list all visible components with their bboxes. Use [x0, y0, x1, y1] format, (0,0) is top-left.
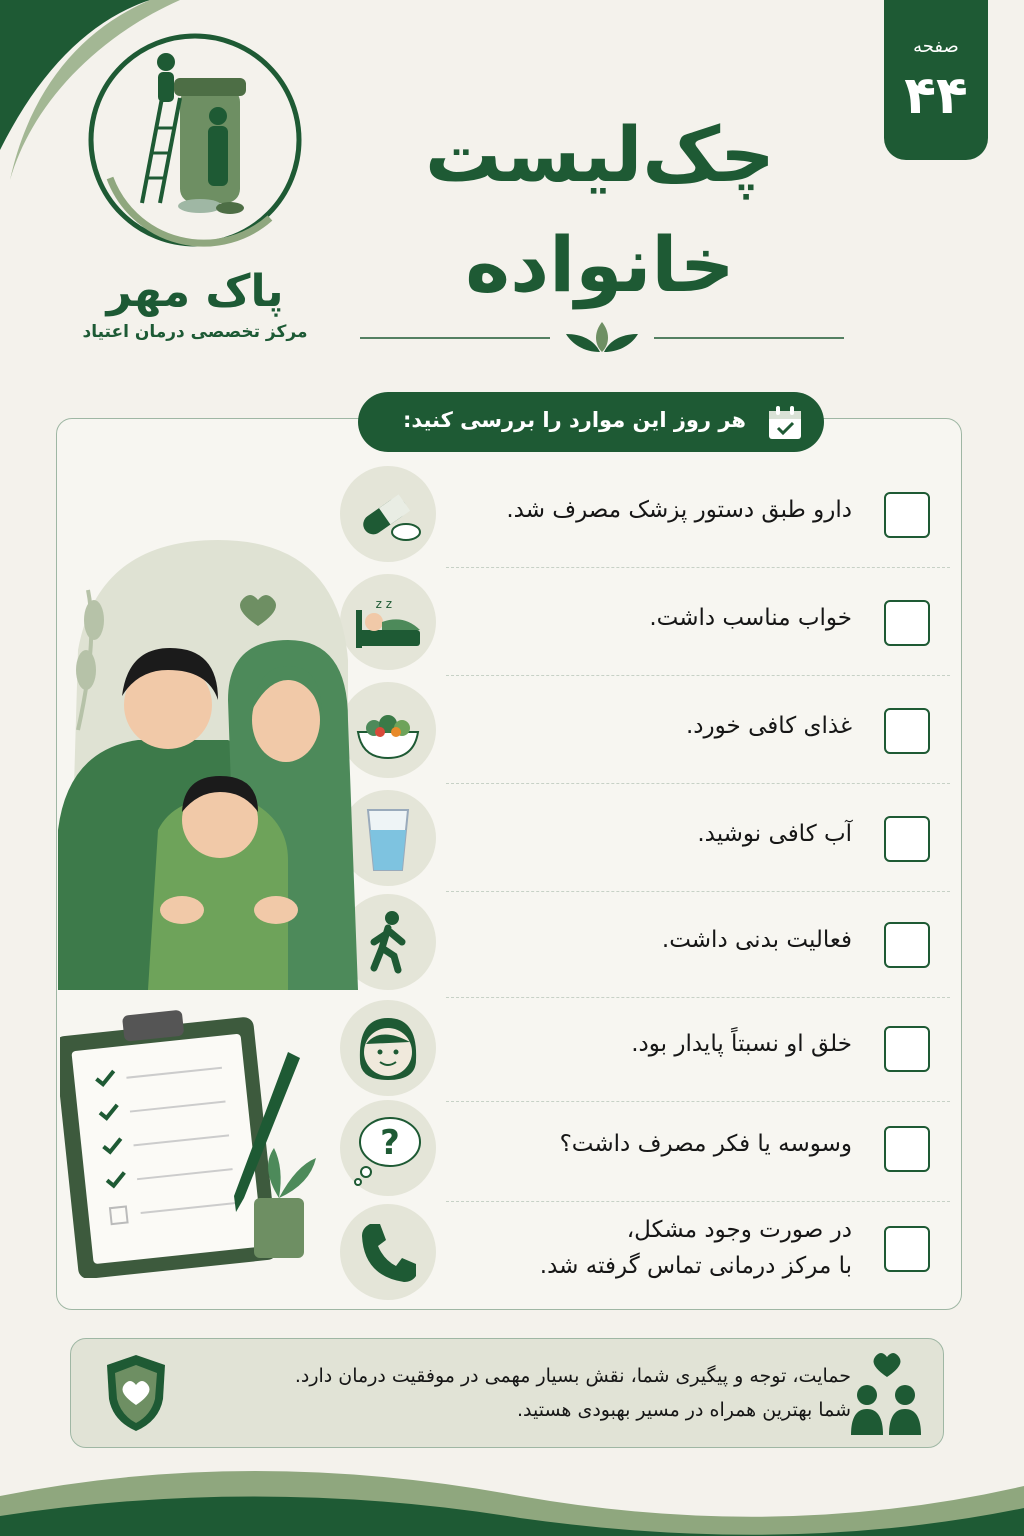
row-divider: [446, 675, 950, 676]
item-text: آب کافی نوشید.: [697, 821, 852, 847]
logo-emblem-icon: [70, 28, 320, 258]
item-text: دارو طبق دستور پزشک مصرف شد.: [506, 497, 852, 523]
phone-icon: [340, 1204, 436, 1300]
brand-subtitle: مرکز تخصصی درمان اعتیاد: [82, 322, 308, 342]
svg-text:?: ?: [380, 1123, 400, 1163]
leaf-divider-icon: [360, 318, 844, 358]
checkbox-water[interactable]: [884, 816, 930, 862]
item-text: غذای کافی خورد.: [686, 713, 852, 739]
checklist-item: [446, 1200, 950, 1304]
checklist-header: [358, 392, 824, 452]
checklist-item: [446, 996, 950, 1102]
item-text: وسوسه یا فکر مصرف داشت؟: [559, 1131, 852, 1157]
item-text: فعالیت بدنی داشت.: [661, 927, 852, 953]
checklist-item: [446, 678, 950, 784]
checkbox-sleep[interactable]: [884, 600, 930, 646]
question-thought-icon: [340, 1100, 436, 1196]
page-number: ۴۴: [904, 66, 968, 126]
family-illustration: [58, 530, 358, 990]
title-line-1: چک‌لیست: [425, 110, 775, 199]
item-text: خواب مناسب داشت.: [649, 605, 852, 631]
checklist-item: [446, 786, 950, 892]
page-label: صفحه: [913, 36, 959, 57]
row-divider: [446, 567, 950, 568]
page-title: [360, 100, 840, 320]
row-divider: [446, 783, 950, 784]
checkbox-contact-center[interactable]: [884, 1226, 930, 1272]
checklist-header-text: هر روز این موارد را بررسی کنید:: [402, 408, 746, 432]
footer-line-1: حمایت، توجه و پیگیری شما، نقش بسیار مهمی در موفقیت درمان دارد.: [294, 1365, 851, 1387]
footer-line-2: شما بهترین همراه در مسیر بهبودی هستید.: [516, 1399, 851, 1421]
smiling-face-icon: [340, 1000, 436, 1096]
brand-name: پاک مهر: [106, 266, 284, 317]
checkbox-medication[interactable]: [884, 492, 930, 538]
bottom-wave-decoration: [0, 1426, 1024, 1536]
brand-logo: [70, 28, 320, 348]
checklist-item: [446, 1096, 950, 1202]
title-line-2: خانواده: [465, 220, 735, 309]
page-number-badge: [884, 0, 988, 160]
checkbox-craving[interactable]: [884, 1126, 930, 1172]
item-text: [540, 1212, 852, 1284]
checkbox-activity[interactable]: [884, 922, 930, 968]
checkbox-mood[interactable]: [884, 1026, 930, 1072]
checklist-item: [446, 892, 950, 998]
checkbox-food[interactable]: [884, 708, 930, 754]
calendar-check-icon: [766, 404, 804, 442]
item-text: خلق او نسبتاً پایدار بود.: [631, 1031, 852, 1057]
checklist-item: [446, 462, 950, 568]
clipboard-illustration: [60, 998, 330, 1278]
svg-text:z z: z z: [375, 597, 392, 611]
footer-text: [295, 1359, 851, 1427]
item-text-line-1: در صورت وجود مشکل،: [626, 1217, 852, 1243]
checklist-item: [446, 570, 950, 676]
item-text-line-2: با مرکز درمانی تماس گرفته شد.: [539, 1253, 852, 1279]
shield-heart-icon: [101, 1351, 171, 1435]
family-support-icon: [847, 1351, 927, 1435]
